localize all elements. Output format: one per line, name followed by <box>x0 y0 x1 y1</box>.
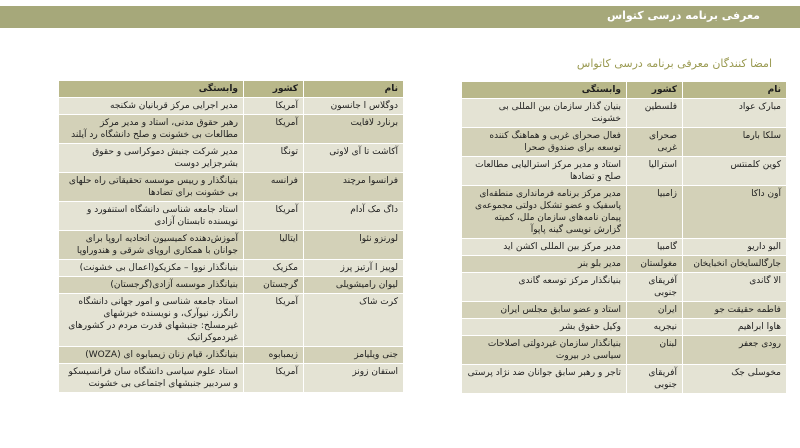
table-row <box>462 256 787 273</box>
cell-country: فلسطین <box>627 99 683 128</box>
cell-affiliation: استاد جامعه شناسی و امور جهانی دانشگاه راتگرز، نیوآرک، و نویسنده خیزشهای غیرمسلح: جنبشهای قدرت مردم در کشورهای غیردموکراتیک <box>59 294 244 347</box>
cell-name: رودی جعفر <box>683 336 787 365</box>
cell-country: زامبیا <box>627 186 683 239</box>
cell-name: داگ مک آدام <box>304 202 404 231</box>
cell-country: تونگا <box>244 144 304 173</box>
cell-country: ایتالیا <box>244 231 304 260</box>
cell-affiliation: استاد علوم سیاسی دانشگاه سان فرانسیسکو و سردبیر جنبشهای اجتماعی بی خشونت <box>59 364 244 393</box>
signatories-table-right <box>461 81 787 394</box>
cell-affiliation: استاد و مدیر مرکز استرالیایی مطالعات صلح و تضادها <box>462 157 627 186</box>
cell-name: فاطمه حقیقت جو <box>683 302 787 319</box>
section-title: امضا کنندگان معرفی برنامه درسی کاتواس <box>576 57 772 70</box>
column-header-country: کشور <box>244 81 304 98</box>
cell-affiliation: آموزش‌دهنده کمیسیون اتحادیه اروپا برای جوانان با همکاری اروپای شرقی و هندوراوپا <box>59 231 244 260</box>
cell-country: آمریکا <box>244 202 304 231</box>
cell-affiliation: بنیانگذار سازمان غیردولتی اصلاحات سیاسی در بیروت <box>462 336 627 365</box>
cell-affiliation: مدیر مرکز بین المللی اکشن اید <box>462 239 627 256</box>
cell-country: آمریکا <box>244 98 304 115</box>
cell-country: فرانسه <box>244 173 304 202</box>
cell-affiliation: بنیانگذار نووا – مکزیکو(اعمال بی خشونت) <box>59 260 244 277</box>
cell-name: جارگالسایخان انخبایخان <box>683 256 787 273</box>
cell-country: نیجریه <box>627 319 683 336</box>
cell-country: آفریقای جنوبی <box>627 365 683 394</box>
cell-name: هاوا ابراهیم <box>683 319 787 336</box>
table-row <box>59 173 404 202</box>
cell-affiliation: رهبر حقوق مدنی، استاد و مدیر مرکز مطالعات بی خشونت و صلح دانشگاه رد آیلند <box>59 115 244 144</box>
cell-affiliation: مدیر مرکز برنامه فرمانداری منطقه‌ای پاسفیک و عضو تشکل دولتی مجموعه‌ی پیمان نامه‌های سازمان ملل، کمیته گزارش نویسی گینه پاپوآ <box>462 186 627 239</box>
cell-affiliation: استاد جامعه شناسی دانشگاه استنفورد و نویسنده تابستان آزادی <box>59 202 244 231</box>
table-row <box>462 319 787 336</box>
column-header-name: نام <box>304 81 404 98</box>
table-row <box>462 99 787 128</box>
banner-title: معرفی برنامه درسی کتواس <box>606 9 760 22</box>
cell-affiliation: مدیر اجرایی مرکز قربانیان شکنجه <box>59 98 244 115</box>
cell-name: کرت شاک <box>304 294 404 347</box>
cell-country: آمریکا <box>244 294 304 347</box>
cell-name: الا گاندی <box>683 273 787 302</box>
cell-affiliation: استاد و عضو سابق مجلس ایران <box>462 302 627 319</box>
table-row <box>59 277 404 294</box>
signatories-table-left <box>58 80 404 393</box>
table-row <box>462 336 787 365</box>
cell-affiliation: مدیر شرکت جنبش دموکراسی و حقوق بشرجزایر دوست <box>59 144 244 173</box>
cell-affiliation: بنیانگذار مرکز توسعه گاندی <box>462 273 627 302</box>
cell-affiliation: وکیل حقوق بشر <box>462 319 627 336</box>
cell-affiliation: بنیانگذار، قیام زنان زیمبابوه ای (WOZA) <box>59 347 244 364</box>
table-row <box>59 364 404 393</box>
column-header-affiliation: وابستگی <box>59 81 244 98</box>
cell-country: آمریکا <box>244 115 304 144</box>
cell-country: مکزیک <box>244 260 304 277</box>
cell-name: استفان زونز <box>304 364 404 393</box>
cell-name: برنارد لافایت <box>304 115 404 144</box>
page-banner <box>0 0 800 37</box>
cell-affiliation: مدیر بلو بنر <box>462 256 627 273</box>
table-row <box>462 365 787 394</box>
cell-name: کوین کلمنتس <box>683 157 787 186</box>
cell-name: سلکا بارما <box>683 128 787 157</box>
table-header-row <box>59 81 404 98</box>
cell-country: ایران <box>627 302 683 319</box>
cell-name: الیو داریو <box>683 239 787 256</box>
cell-name: لیوان رامیشویلی <box>304 277 404 294</box>
column-header-name: نام <box>683 82 787 99</box>
cell-country: مغولستان <box>627 256 683 273</box>
cell-name: دوگلاس ا جانسون <box>304 98 404 115</box>
table-row <box>59 144 404 173</box>
table-row <box>59 294 404 347</box>
cell-country: گامبیا <box>627 239 683 256</box>
cell-name: آون داکا <box>683 186 787 239</box>
cell-affiliation: تاجر و رهبر سابق جوانان ضد نژاد پرستی <box>462 365 627 394</box>
cell-name: فرانسوا مرچند <box>304 173 404 202</box>
cell-affiliation: بنیان گذار سازمان بین المللی بی خشونت <box>462 99 627 128</box>
table-row <box>59 260 404 277</box>
cell-country: استرالیا <box>627 157 683 186</box>
cell-country: آمریکا <box>244 364 304 393</box>
table-row <box>462 157 787 186</box>
column-header-country: کشور <box>627 82 683 99</box>
table-row <box>462 302 787 319</box>
cell-country: زیمبابوه <box>244 347 304 364</box>
column-header-affiliation: وابستگی <box>462 82 627 99</box>
table-row <box>59 115 404 144</box>
cell-name: لورنزو نئوا <box>304 231 404 260</box>
cell-affiliation: فعال صحرای غربی و هماهنگ کننده توسعه برای صندوق صحرا <box>462 128 627 157</box>
cell-name: مخوسلی جک <box>683 365 787 394</box>
cell-name: مبارک عواد <box>683 99 787 128</box>
cell-country: گرجستان <box>244 277 304 294</box>
table-row <box>59 231 404 260</box>
cell-affiliation: بنیانگذار و رییس موسسه تحقیقاتی راه حلهای بی خشونت برای تضادها <box>59 173 244 202</box>
table-row <box>59 347 404 364</box>
cell-affiliation: بنیانگذار موسسه آزادی(گرجستان) <box>59 277 244 294</box>
table-row <box>462 239 787 256</box>
table-row <box>59 98 404 115</box>
table-row <box>59 202 404 231</box>
cell-name: جنی ویلیامز <box>304 347 404 364</box>
table-row <box>462 273 787 302</box>
table-row <box>462 128 787 157</box>
cell-country: آفریقای جنوبی <box>627 273 683 302</box>
cell-country: لبنان <box>627 336 683 365</box>
table-header-row <box>462 82 787 99</box>
cell-name: آکاشت تا آی لاوتی <box>304 144 404 173</box>
table-row <box>462 186 787 239</box>
cell-country: صحرای غربی <box>627 128 683 157</box>
cell-name: لوپیز ا آرتیز پرز <box>304 260 404 277</box>
